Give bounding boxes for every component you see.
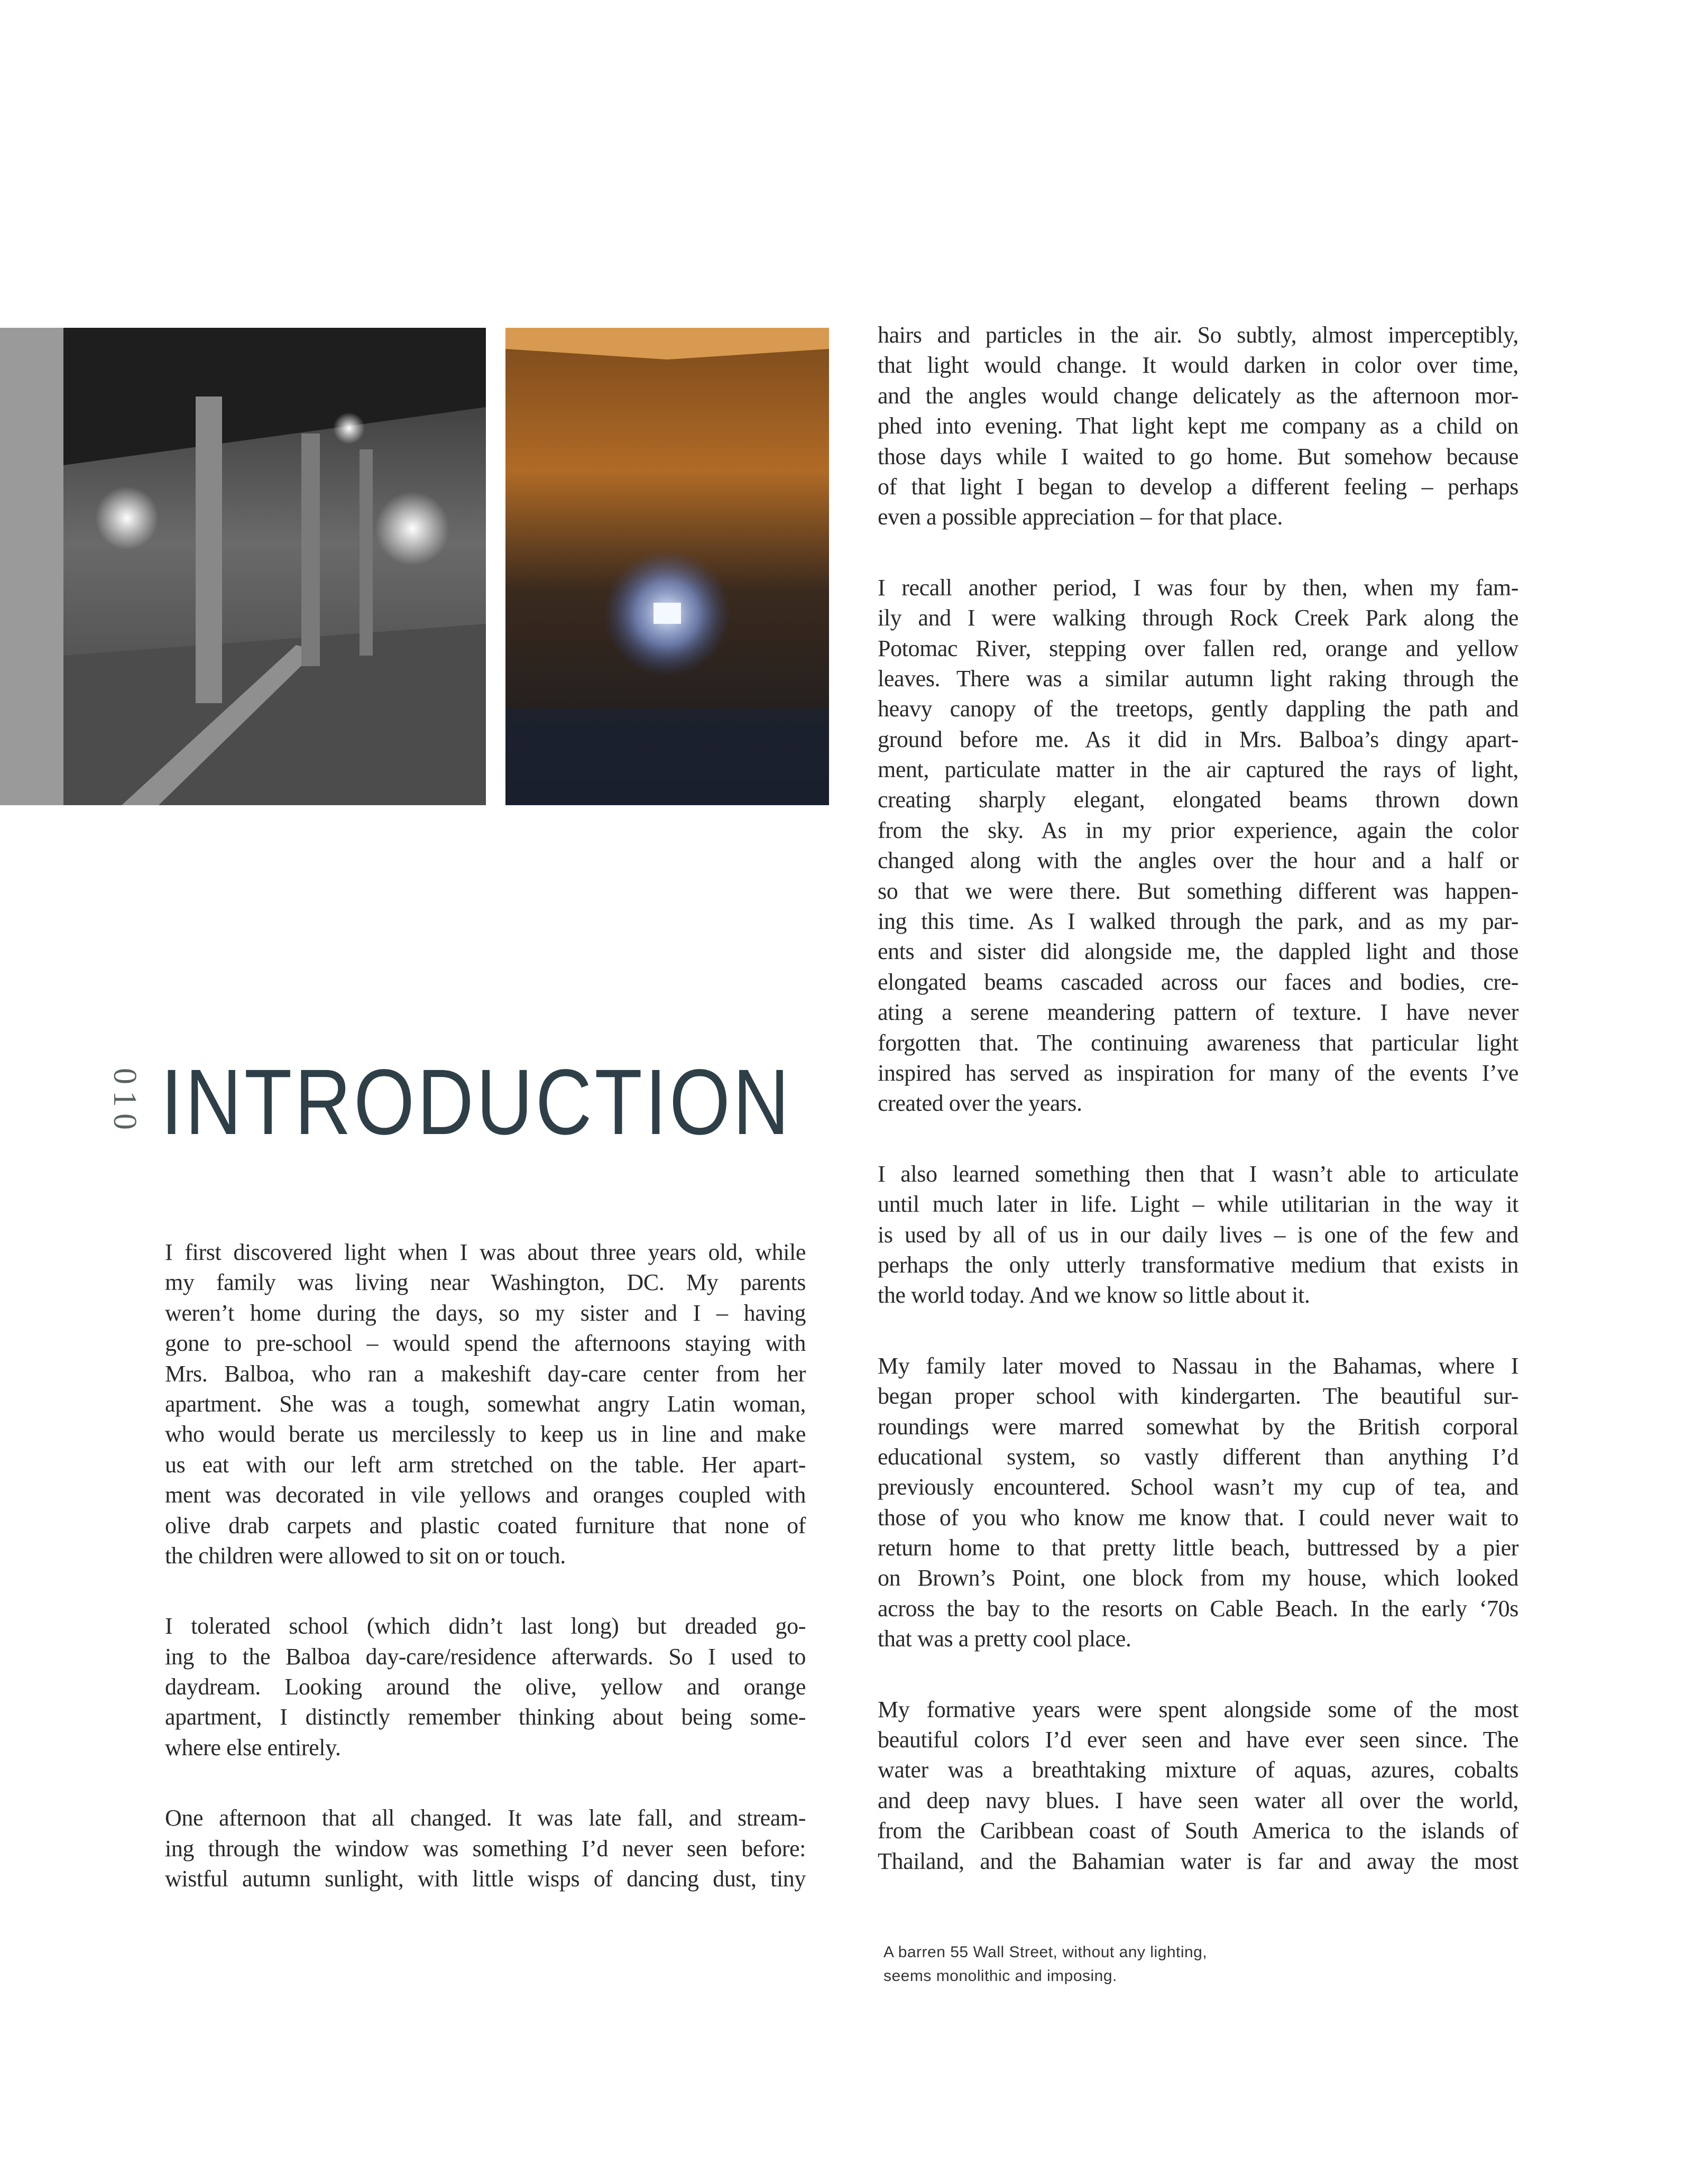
text-line: wistful autumn sunlight, with little wisps of dancing dust, tiny: [165, 1866, 806, 1892]
text-line: even a possible appreciation – for that place.: [878, 504, 1283, 530]
text-line: ment, particulate matter in the air captured the rays of light,: [878, 757, 1518, 783]
text-line: ground before me. As it did in Mrs. Balboa’s dingy apart-: [878, 726, 1518, 752]
text-line: ing this time. As I walked through the park, and as my par-: [878, 908, 1518, 935]
text-line: gone to pre-school – would spend the afternoons staying with: [165, 1330, 806, 1357]
caption-line: A barren 55 Wall Street, without any lighting,: [883, 1943, 1208, 1961]
text-line: educational system, so vastly different than anything I’d: [878, 1443, 1518, 1470]
text-line: the world today. And we know so little about it.: [878, 1282, 1310, 1308]
text-line: My family later moved to Nassau in the Bahamas, where I: [878, 1352, 1518, 1379]
text-line: created over the years.: [878, 1090, 1082, 1117]
text-line: beautiful colors I’d ever seen and have ever seen since. The: [878, 1727, 1518, 1753]
text-line: forgotten that. The continuing awareness that particular light: [878, 1029, 1518, 1056]
text-line: hairs and particles in the air. So subtly, almost imperceptibly,: [878, 322, 1518, 348]
text-line: from the sky. As in my prior experience, again the color: [878, 817, 1518, 843]
text-line: ents and sister did alongside me, the dappled light and those: [878, 938, 1518, 965]
text-line: where else entirely.: [165, 1734, 341, 1761]
text-line: Thailand, and the Bahamian water is far and away the most: [878, 1848, 1518, 1874]
text-line: of that light I began to develop a different feeling – perhaps: [878, 473, 1518, 500]
text-line: ing to the Balboa day-care/residence afterwards. So I used to: [165, 1643, 806, 1670]
photo-caption: [883, 1940, 1207, 1988]
page-number: 010: [107, 1068, 143, 1136]
text-line: us eat with our left arm stretched on the table. Her apart-: [165, 1451, 806, 1478]
text-line: those days while I waited to go home. But somehow because: [878, 443, 1518, 469]
text-line: until much later in life. Light – while utilitarian in the way it: [878, 1191, 1518, 1218]
caption-line: seems monolithic and imposing.: [883, 1967, 1117, 1985]
text-line: who would berate us mercilessly to keep us in line and make: [165, 1421, 806, 1448]
text-line: apartment. She was a tough, somewhat angry Latin woman,: [165, 1390, 806, 1417]
warehouse-photo: [0, 328, 486, 805]
text-line: previously encountered. School wasn’t my cup of tea, and: [878, 1474, 1518, 1500]
paragraph: [878, 320, 1518, 532]
text-line: ing through the window was something I’d never seen before:: [165, 1835, 806, 1862]
paragraph: [878, 573, 1518, 1119]
text-line: return home to that pretty little beach, buttressed by a pier: [878, 1535, 1518, 1561]
text-line: inspired has served as inspiration for many of the events I’ve: [878, 1059, 1518, 1086]
text-line: my family was living near Washington, DC. My parents: [165, 1269, 806, 1296]
event-hall-photo: [505, 328, 829, 805]
text-line: I also learned something then that I wasn’t able to articulate: [878, 1160, 1518, 1187]
paragraph: [878, 1694, 1518, 1876]
text-line: elongated beams cascaded across our faces and bodies, cre-: [878, 969, 1518, 995]
text-line: daydream. Looking around the olive, yellow and orange: [165, 1674, 806, 1700]
text-line: ment was decorated in vile yellows and oranges coupled with: [165, 1482, 806, 1508]
text-line: My formative years were spent alongside some of the most: [878, 1696, 1518, 1722]
text-line: I tolerated school (which didn’t last long) but dreaded go-: [165, 1613, 806, 1639]
text-line: apartment, I distinctly remember thinking about being some-: [165, 1704, 806, 1730]
text-line: creating sharply elegant, elongated beams thrown down: [878, 787, 1518, 813]
text-line: those of you who know me know that. I could never wait to: [878, 1504, 1518, 1531]
text-line: so that we were there. But something different was happen-: [878, 878, 1518, 904]
text-line: I recall another period, I was four by then, when my fam-: [878, 574, 1518, 601]
text-line: Potomac River, stepping over fallen red, orange and yellow: [878, 635, 1518, 661]
text-line: phed into evening. That light kept me company as a child on: [878, 413, 1518, 439]
text-line: water was a breathtaking mixture of aquas, azures, cobalts: [878, 1757, 1518, 1783]
right-text-column: [878, 320, 1518, 1916]
text-line: the children were allowed to sit on or touch.: [165, 1542, 566, 1569]
paragraph: [878, 1159, 1518, 1311]
text-line: weren’t home during the days, so my sister and I – having: [165, 1300, 806, 1326]
text-line: that was a pretty cool place.: [878, 1626, 1131, 1652]
text-line: leaves. There was a similar autumn light raking through the: [878, 665, 1518, 692]
paragraph: [165, 1803, 806, 1894]
paragraph: [878, 1351, 1518, 1654]
text-line: olive drab carpets and plastic coated furniture that none of: [165, 1512, 806, 1538]
text-line: from the Caribbean coast of South America to the islands of: [878, 1818, 1518, 1844]
text-line: across the bay to the resorts on Cable Beach. In the early ‘70s: [878, 1595, 1518, 1621]
paragraph: [165, 1611, 806, 1763]
text-line: and the angles would change delicately as the afternoon mor-: [878, 382, 1518, 409]
text-line: is used by all of us in our daily lives – is one of the few and: [878, 1221, 1518, 1248]
text-line: Mrs. Balboa, who ran a makeshift day-care center from her: [165, 1360, 806, 1387]
text-line: roundings were marred somewhat by the British corporal: [878, 1413, 1518, 1440]
text-line: One afternoon that all changed. It was late fall, and stream-: [165, 1805, 806, 1831]
text-line: began proper school with kindergarten. The beautiful sur-: [878, 1383, 1518, 1409]
text-line: and deep navy blues. I have seen water all over the world,: [878, 1787, 1518, 1813]
left-text-column: [165, 1237, 806, 1934]
text-line: I first discovered light when I was about three years old, while: [165, 1239, 806, 1265]
text-line: perhaps the only utterly transformative medium that exists in: [878, 1251, 1518, 1278]
text-line: on Brown’s Point, one block from my house, which looked: [878, 1565, 1518, 1591]
paragraph: [165, 1237, 806, 1571]
text-line: ating a serene meandering pattern of texture. I have never: [878, 999, 1518, 1026]
text-line: that light would change. It would darken in color over time,: [878, 352, 1518, 379]
chapter-title: INTRODUCTION: [161, 1050, 792, 1154]
text-line: ily and I were walking through Rock Creek Park along the: [878, 605, 1518, 631]
text-line: changed along with the angles over the hour and a half or: [878, 847, 1518, 874]
text-line: heavy canopy of the treetops, gently dappling the path and: [878, 696, 1518, 722]
